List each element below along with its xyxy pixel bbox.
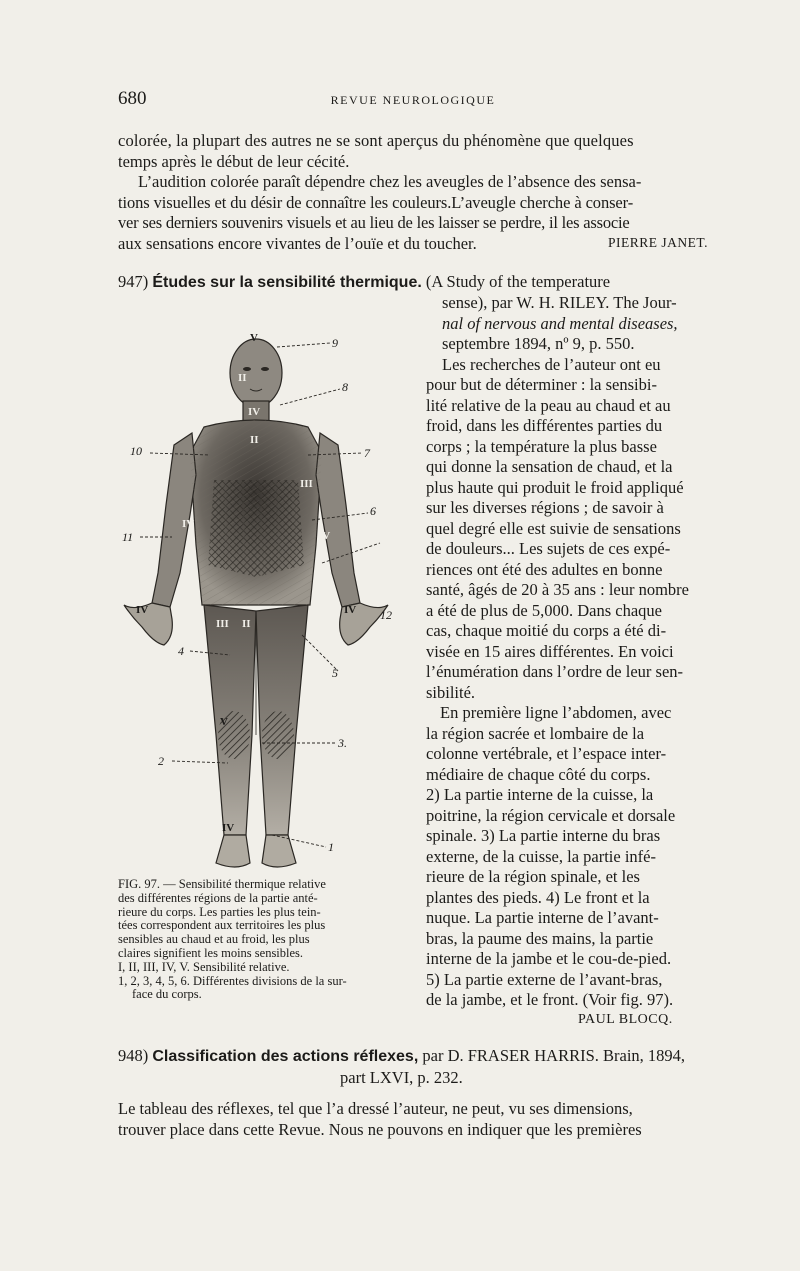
region-label: IV xyxy=(136,604,149,616)
division-label: 11 xyxy=(122,530,134,544)
caption-line: tées correspondent aux territoires les plus xyxy=(118,918,326,933)
text-line: septembre 1894, nº 9, p. 550. xyxy=(442,334,635,353)
figure-caption xyxy=(118,878,401,1002)
text-line: Les recherches de l’auteur ont eu xyxy=(442,354,661,374)
division-label: 4 xyxy=(178,644,184,658)
text-line: plus haute qui produit le froid appliqué xyxy=(426,477,684,497)
body-diagram xyxy=(112,315,404,875)
text-line: lité relative de la peau au chaud et au xyxy=(426,395,671,415)
text-line: bras, la paume des mains, la partie xyxy=(426,928,654,948)
text-line: riences ont été des adultes en bonne xyxy=(426,559,663,579)
text-line: sense), par W. H. RILEY. The Jour- xyxy=(442,293,677,312)
article-947-body xyxy=(426,293,712,1011)
caption-line: rieure du corps. Les parties les plus tein- xyxy=(118,904,321,919)
region-label: IV xyxy=(222,822,235,834)
region-label: III xyxy=(300,478,313,490)
division-label: 9 xyxy=(332,336,338,350)
caption-line: FIG. 97. — Sensibilité thermique relative xyxy=(118,877,326,891)
text-line: cas, chaque moitié du corps a été di- xyxy=(426,621,667,640)
text-line: de douleurs... Les sujets de ces expé- xyxy=(426,539,671,558)
article-number: 948) xyxy=(118,1046,149,1065)
division-label: 2 xyxy=(158,754,164,768)
caption-line: claires signifient les moins sensibles. xyxy=(118,945,304,960)
text-line: rieure de la région spinale, et les xyxy=(426,867,640,886)
division-label: 8 xyxy=(342,380,348,394)
division-label: 3. xyxy=(338,736,347,750)
text-line: sur les diverses régions ; de savoir à xyxy=(426,498,664,517)
running-header xyxy=(118,88,708,112)
caption-line: 1, 2, 3, 4, 5, 6. Différentes divisions de la sur- xyxy=(118,973,347,988)
text-line: visée en 15 aires différentes. En voici xyxy=(426,641,674,661)
text-line: 5) La partie externe de l’avant-bras, xyxy=(426,969,663,989)
region-label: IV xyxy=(248,406,261,418)
text-line: de la jambe, et le front. (Voir fig. 97). xyxy=(426,990,674,1009)
text-line: ver ses derniers souvenirs visuels et au lieu de les laisser se perdre, il les associe xyxy=(118,213,630,232)
body-silhouette xyxy=(124,339,388,867)
signature-blocq: PAUL BLOCQ. xyxy=(578,1012,673,1027)
region-label: III xyxy=(216,618,229,630)
division-label: 1 xyxy=(328,840,334,854)
region-label: IV xyxy=(182,518,195,530)
text-line: l’énumération dans l’ordre de leur sen- xyxy=(426,662,684,681)
text-line: colonne vertébrale, et l’espace inter- xyxy=(426,744,667,763)
article-948-body xyxy=(118,1098,712,1140)
text-line: quel degré elle est suivie de sensations xyxy=(426,518,681,538)
region-label: IV xyxy=(344,604,357,616)
article-reference-cont: part LXVI, p. 232. xyxy=(340,1067,463,1087)
text-line: corps ; la température la plus basse xyxy=(426,436,657,456)
text-line: externe, de la cuisse, la partie infé- xyxy=(426,846,656,866)
text-line: tions visuelles et du désir de connaître les couleurs.L’aveugle cherche à conser- xyxy=(118,192,634,212)
text-line: plantes des pieds. 4) Le front et la xyxy=(426,887,650,907)
figure-97 xyxy=(112,315,404,875)
text-line: nuque. La partie interne de l’avant- xyxy=(426,908,659,927)
division-label: 5 xyxy=(332,666,338,680)
text-line: médiaire de chaque côté du corps. xyxy=(426,764,651,784)
text-line: Le tableau des réflexes, tel que l’a dressé l’auteur, ne peut, vu ses dimensions, xyxy=(118,1099,633,1118)
region-label: V xyxy=(250,332,258,344)
text-line: spinale. 3) La partie interne du bras xyxy=(426,826,661,845)
region-label: II xyxy=(242,618,251,630)
division-label: 10 xyxy=(130,444,142,458)
running-title: REVUE NEUROLOGIQUE xyxy=(330,93,496,107)
article-947-heading xyxy=(118,272,718,292)
region-label: IV xyxy=(318,530,331,542)
text-line: pour but de déterminer : la sensibi- xyxy=(426,375,657,394)
text-line: qui donne la sensation de chaud, et la xyxy=(426,457,673,476)
region-label: V xyxy=(220,716,228,728)
text-line xyxy=(118,1046,718,1068)
article-number: 947) xyxy=(118,272,149,291)
text-line: colorée, la plupart des autres ne se sont aperçus du phénomène que quelques xyxy=(118,131,634,150)
text-line: interne de la jambe et le cou-de-pied. xyxy=(426,949,672,968)
text-line: la région sacrée et lombaire de la xyxy=(426,723,645,743)
article-reference: (A Study of the temperature xyxy=(425,272,611,291)
text-line: santé, âgés de 20 à 35 ans : leur nombre xyxy=(426,580,690,599)
text-line: sibilité. xyxy=(426,682,476,702)
region-label: II xyxy=(238,372,247,384)
caption-line: sensibles au chaud et au froid, les plus xyxy=(118,932,310,947)
caption-line: I, II, III, IV, V. Sensibilité relative. xyxy=(118,959,290,974)
text-line: L’audition colorée paraît dépendre chez les aveugles de l’absence des sensa- xyxy=(138,172,642,191)
division-label: 6 xyxy=(370,504,376,518)
text-line: trouver place dans cette Revue. Nous ne pouvons en indiquer que les premières xyxy=(118,1120,642,1139)
text-line: En première ligne l’abdomen, avec xyxy=(440,703,672,722)
signature-janet: PIERRE JANET. xyxy=(608,235,708,250)
division-label: 7 xyxy=(364,446,370,460)
text-line: nal of nervous and mental diseases, xyxy=(442,313,678,333)
article-title: Études sur la sensibilité thermique. xyxy=(152,274,422,291)
text-line: poitrine, la région cervicale et dorsale xyxy=(426,805,676,825)
article-948-heading xyxy=(118,1046,718,1088)
region-label: II xyxy=(250,434,259,446)
caption-line: face du corps. xyxy=(132,987,202,1002)
division-label: 12 xyxy=(380,608,392,622)
article-reference: par D. FRASER HARRIS. Brain, 1894, xyxy=(422,1046,686,1065)
text-line: 2) La partie interne de la cuisse, la xyxy=(426,785,654,804)
text-line: temps après le début de leur cécité. xyxy=(118,151,350,171)
text-line: a été de plus de 5,000. Dans chaque xyxy=(426,600,662,620)
text-line: aux sensations encore vivantes de l’ouïe et du toucher. xyxy=(118,233,477,253)
article-title: Classification des actions réflexes, xyxy=(152,1048,419,1065)
text-line: froid, dans les différentes parties du xyxy=(426,416,663,435)
page-number: 680 xyxy=(118,88,147,109)
caption-line: des différentes régions de la partie anté- xyxy=(118,890,318,905)
